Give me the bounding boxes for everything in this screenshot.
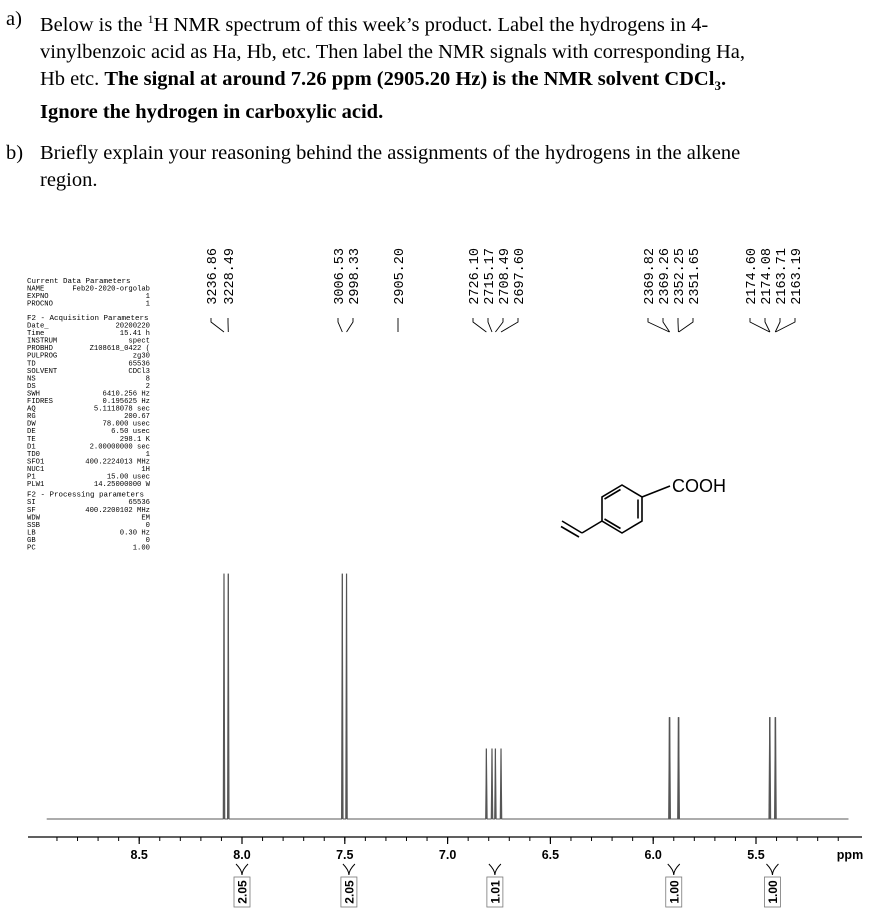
integral-value: 1.00 [765,880,780,904]
peak-freq-label: 2352.25 [673,248,688,305]
acquisition-params-key: RG [27,413,36,422]
molecule-structure [561,476,726,537]
question-b-text [40,140,860,194]
acquisition-params-value: 1H [141,465,150,474]
integrals [234,864,780,907]
integral-bracket [489,864,501,875]
acquisition-params-key: SWH [27,390,40,399]
integral-value: 1.01 [488,880,503,904]
acquisition-params-key: TE [27,435,36,444]
acquisition-params-key: SOLVENT [27,367,58,376]
processing-params-value: 0 [145,536,150,545]
acquisition-params-value: Z108618_0422 ( [89,345,150,354]
acquisition-params-key: AQ [27,405,36,414]
qa-superscript: 1 [147,12,154,26]
peak-freq-label: 2351.65 [688,248,703,305]
acquisition-params-key: PULPROG [27,352,58,361]
peak-connector [211,318,224,332]
question-b-label: b) [6,142,24,164]
processing-params-value: EM [141,514,150,523]
processing-params-key: SI [27,499,36,508]
peak-connector [488,318,492,332]
acquisition-params-value: 15.41 h [119,330,150,339]
spectrum-trace [47,574,849,819]
axis-tick-label: 7.5 [336,848,354,862]
acquisition-params-key: DE [27,428,36,437]
acquisition-params-value: 6.50 usec [111,428,150,437]
acquisition-params-key: Date_ [27,322,49,331]
acquisition-params-value: 20200220 [115,322,150,331]
acquisition-params-key: INSTRUM [27,337,58,346]
processing-params-value: 0.30 Hz [119,529,150,538]
current-params-key: NAME [27,285,45,294]
integral-value: 2.05 [342,880,357,904]
peak-freq-label: 2715.17 [483,248,498,305]
qa-subscript: 3 [714,77,721,93]
acquisition-params-value: 6410.256 Hz [102,390,150,399]
processing-params-value: 400.2200102 MHz [85,506,150,515]
integral-bracket [766,864,778,875]
acquisition-params-value: 8 [145,375,150,384]
peak-connector [338,318,342,332]
qa-line3-bold: The signal at around 7.26 ppm (2905.20 Hz) is the NMR solvent CDCl [104,67,715,90]
qa-line1-pre: Below is the [40,13,148,36]
current-params-value: 1 [145,293,150,302]
qa-line2: vinylbenzoic acid as Ha, Hb, etc. Then label the NMR signals with corresponding Ha, [40,40,745,63]
axis-unit-label: ppm [836,848,864,862]
question-a-text [40,6,860,126]
carboxyl-bond [642,486,670,497]
acquisition-params-key: Time [27,330,45,339]
current-params-value: Feb20-2020-orgolab [72,285,150,294]
peak-freq-label: 2726.10 [468,248,483,305]
processing-params-key: SF [27,506,36,515]
acquisition-params-value: 400.2224013 MHz [85,458,150,467]
spectrum [47,574,849,819]
acquisition-params-value: CDCl3 [128,367,150,376]
acquisition-params-key: NS [27,375,36,384]
peak-freq-label: 2369.82 [643,248,658,305]
peak-freq-label: 2708.49 [498,248,513,305]
qa-line1-post: H NMR spectrum of this week’s product. Label the hydrogens in 4- [153,13,709,36]
acquisition-params-key: DS [27,382,36,391]
processing-params-value: 0 [145,521,150,530]
processing-params-key: WDW [27,514,40,523]
peak-connector [679,318,693,332]
current-params-key: EXPNO [27,293,49,302]
acquisition-params-key: PROBHD [27,345,53,354]
qa-line4-bold: Ignore the hydrogen in carboxylic acid. [40,100,384,123]
acquisition-params-value: 14.25000000 W [93,481,150,490]
peak-freq-label: 3228.49 [223,248,238,305]
acquisition-params-value: 65536 [128,360,150,369]
peak-connector [347,318,353,332]
acquisition-params-value: 2.00000000 sec [89,443,150,452]
acquisition-params-key: TD0 [27,450,40,459]
peak-connector [495,318,503,332]
processing-params-value: 1.00 [132,544,150,553]
axis-tick-label: 6.0 [644,848,662,862]
processing-params-key: GB [27,536,36,545]
acquisition-params-value: 0.195625 Hz [102,398,150,407]
acquisition-params-key: PLW1 [27,481,45,490]
acquisition-params-value: 1 [145,450,150,459]
integral-value: 1.00 [667,880,682,904]
peak-freq-label: 2369.26 [658,248,673,305]
peak-freq-label: 2697.60 [513,248,528,305]
current-params-key: PROCNO [27,300,53,309]
acquisition-params-key: P1 [27,473,36,482]
acquisition-params-value: 15.00 usec [106,473,150,482]
axis-tick-label: 7.0 [438,848,457,862]
qa-line3-end: . [720,67,727,90]
peak-freq-label: 3006.53 [333,248,348,305]
processing-params-value: 65536 [128,499,150,508]
peak-freq-label: 3236.86 [206,248,221,305]
ppm-axis [28,837,863,862]
peak-freq-label: 2905.20 [393,248,408,305]
acquisition-params-key: D1 [27,443,36,452]
integral-bracket [343,864,355,875]
acquisition-params-key: FIDRES [27,398,53,407]
processing-params-key: SSB [27,521,40,530]
acquisition-params-key: TD [27,360,36,369]
acquisition-params-value: spect [128,337,150,346]
peak-freq-label: 2163.71 [775,248,790,305]
integral-value: 2.05 [235,880,250,904]
question-a-label: a) [6,8,22,30]
axis-tick-label: 5.5 [747,848,765,862]
acquisition-params-value: 298.1 K [119,435,150,444]
acquisition-params-value: zg30 [132,352,150,361]
peak-labels [206,248,805,332]
integral-bracket [668,864,680,875]
benzene-ring [602,485,642,533]
axis-tick-label: 8.0 [233,848,251,862]
current-params-value: 1 [145,300,150,309]
peak-freq-label: 2174.60 [745,248,760,305]
qa-line3-plain: Hb etc. [40,67,105,90]
axis-tick-label: 6.5 [541,848,560,862]
axis-tick-label: 8.5 [130,848,148,862]
peak-freq-label: 2163.19 [790,248,805,305]
qb-line2: region. [40,169,98,191]
vinyl-group [561,521,602,537]
acquisition-params-value: 78.000 usec [102,420,150,429]
peak-connector [501,318,518,332]
acquisition-params-key: NUC1 [27,465,45,474]
acquisition-parameters [27,278,151,553]
nmr-spectrum-figure [0,220,870,909]
peak-freq-label: 2998.33 [348,248,363,305]
qb-line1: Briefly explain your reasoning behind the assignments of the hydrogens in the alkene [40,142,741,164]
processing-params-title: F2 - Processing parameters [27,491,145,500]
acquisition-params-value: 200.67 [124,413,150,422]
processing-params-key: LB [27,529,36,538]
acquisition-params-key: DW [27,420,36,429]
peak-freq-label: 2174.08 [760,248,775,305]
current-params-title: Current Data Parameters [27,278,131,286]
peak-connector [473,318,486,332]
processing-params-key: PC [27,544,36,553]
acquisition-params-key: SFO1 [27,458,45,467]
acquisition-params-value: 5.1118078 sec [93,405,150,414]
peak-connector [648,318,669,332]
cooh-label: COOH [672,476,726,496]
acquisition-params-value: 2 [145,382,150,391]
acquisition-params-title: F2 - Acquisition Parameters [27,314,149,323]
integral-bracket [236,864,248,875]
